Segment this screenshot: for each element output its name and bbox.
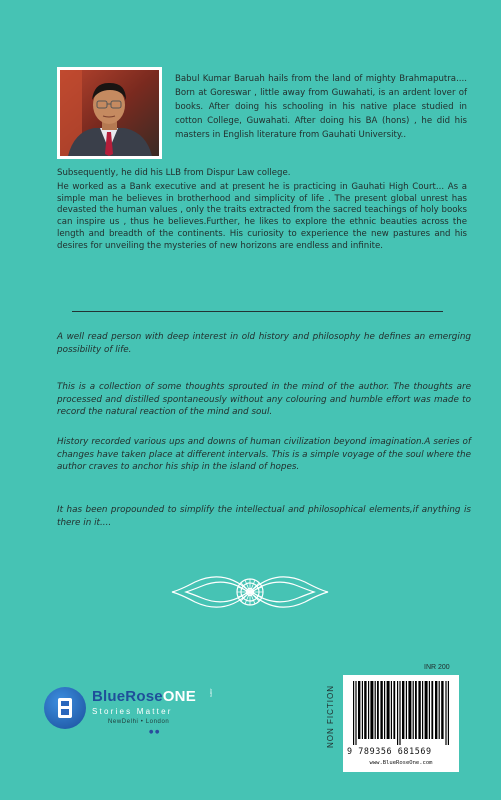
blurb-text: It has been propounded to simplify the intellectual and philosophical elements,if anything is there in it....	[57, 505, 471, 528]
author-bio-intro: Babul Kumar Baruah hails from the land of mighty Brahmaputra.... Born at Goreswar , little away from Guwahati, is an ardent lover of books. After doing his schooling in his native place studied in cotton College, Guwahati. After doing his BA (hons) , he did his masters in English literature from Gauhati University..	[175, 74, 467, 141]
blurb-paragraph	[57, 331, 471, 356]
blurb-paragraph	[57, 504, 471, 529]
bluerose-b-icon	[44, 687, 86, 729]
bio-paragraph: Subsequently, he did his LLB from Dispur Law college.	[57, 168, 291, 178]
blurb-paragraph	[57, 436, 471, 474]
section-divider	[72, 311, 443, 312]
blurb-paragraph	[57, 381, 471, 419]
brand-dotcom: .com	[209, 688, 214, 697]
isbn-number: 9 789356 681569	[347, 746, 432, 756]
publisher-brand	[92, 688, 196, 705]
publisher-tagline: Stories Matter	[92, 707, 173, 716]
author-bio-body	[57, 168, 467, 253]
blurb-text: History recorded various ups and downs of human civilization beyond imagination.A series of changes have taken place at different intervals. This is a simple voyage of the soul where the author craves to anchor his ship in the island of hopes.	[57, 437, 471, 473]
price-label: INR 200	[424, 664, 450, 671]
brand-part-2: ONE	[162, 688, 196, 705]
barcode-icon	[351, 681, 451, 745]
author-portrait-icon	[60, 70, 159, 156]
blurb-text: A well read person with deep interest in old history and philosophy he defines an emerging possibility of life.	[57, 332, 471, 355]
publisher-website: www.BlueRoseOne.com	[369, 760, 433, 766]
lotus-ornament-icon	[170, 560, 330, 624]
bio-paragraph: He worked as a Bank executive and at present he is practicing in Gauhati High Court... As a simple man he believes in brotherhood and simplicity of life . The present global unrest has devasted the human values , only the traits extracted from the sacred teachings of holy books can inspire us , thus he believes.Further, he likes to explore the ethnic beauties across the length and breadth of the continents. His curiosity to experience the new pastures and his desires for unveiling the mysteries of new horizons are endless and infinite.	[57, 181, 467, 251]
publisher-cities: NewDelhi • London	[108, 719, 170, 725]
publisher-logo	[44, 682, 234, 742]
genre-label: NON FICTION	[326, 685, 335, 749]
brand-part-1: BlueRose	[92, 688, 163, 705]
isbn-barcode	[343, 675, 459, 772]
author-photo	[57, 67, 162, 159]
social-icons: ● ●	[149, 729, 160, 735]
blurb-text: This is a collection of some thoughts sprouted in the mind of the author. The thoughts are processed and distilled spontaneously without any colouring and humble effort was made to record the natural reaction of the mind and soul.	[57, 382, 471, 418]
